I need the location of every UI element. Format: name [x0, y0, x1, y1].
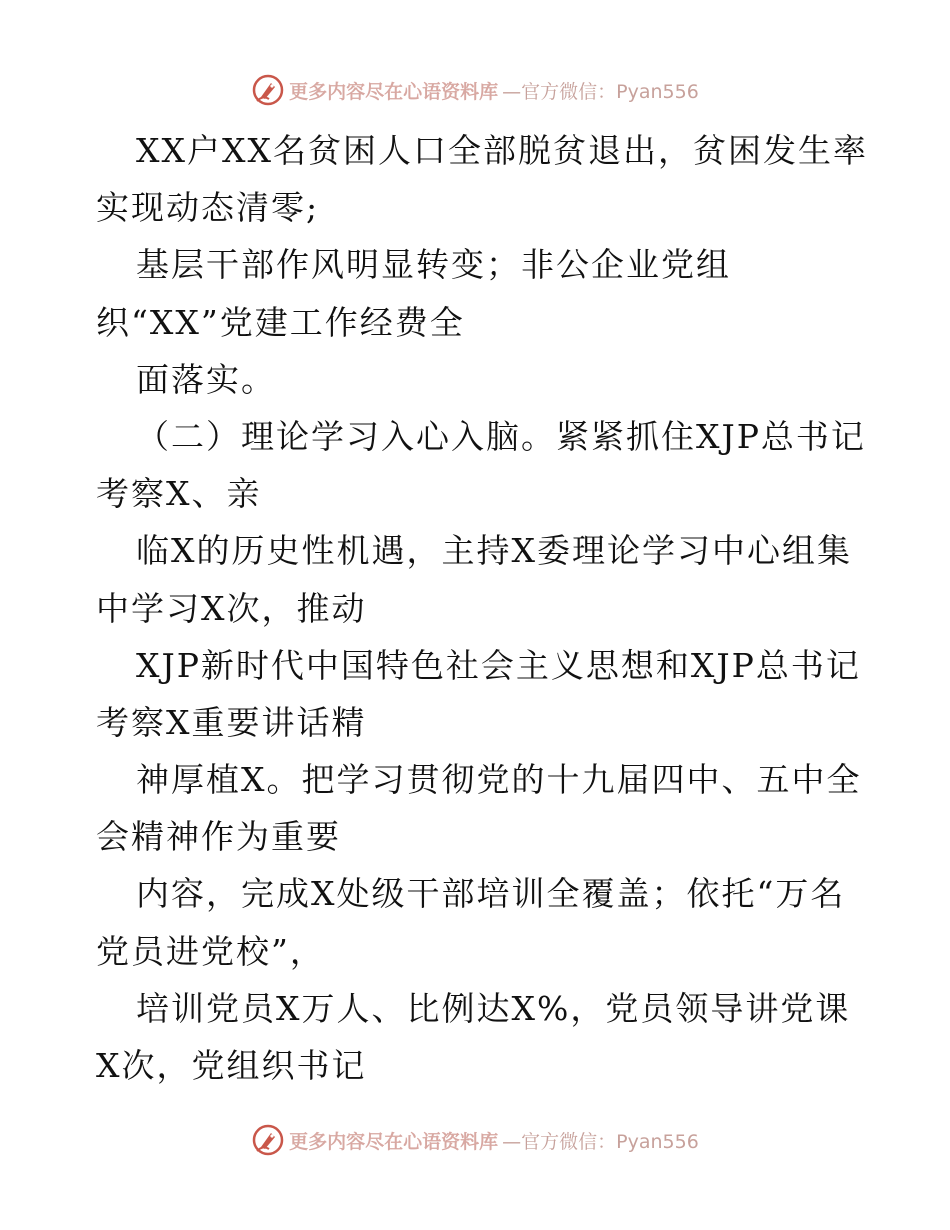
banner-wechat: —官方微信：Pyan556 [502, 1130, 699, 1153]
document-body [96, 122, 868, 1094]
header-banner [0, 70, 950, 110]
text-line: XX户XX名贫困人口全部脱贫退出，贫困发生率 [136, 131, 868, 170]
banner-title: 更多内容尽在心语资料库 [289, 1130, 499, 1153]
text-line: （二）理论学习入心入脑。紧紧抓住XJP总书记 [136, 416, 866, 456]
text-line: 党员进党校”， [96, 931, 325, 971]
header-banner-content [251, 73, 699, 107]
text-line: 临X的历史性机遇，主持X委理论学习中心组集 [136, 531, 852, 571]
text-line: 面落实。 [136, 359, 276, 399]
pen-nib-circle-icon [251, 73, 285, 107]
text-line: 神厚植X。把学习贯彻党的十九届四中、五中全 [136, 760, 862, 800]
text-line: 考察X重要讲话精 [96, 702, 367, 742]
text-line: 培训党员X万人、比例达X%，党员领导讲党课 [136, 988, 851, 1028]
text-line: 中学习X次，推动 [96, 588, 367, 628]
text-line: 考察X、亲 [96, 474, 262, 514]
text-line: 织“XX”党建工作经费全 [96, 302, 465, 342]
text-line: 基层干部作风明显转变；非公企业党组 [136, 245, 731, 285]
text-line: 内容，完成X处级干部培训全覆盖；依托“万名 [136, 874, 846, 914]
footer-banner-content [251, 1123, 699, 1157]
text-line: X次，党组织书记 [96, 1046, 367, 1085]
text-line: 实现动态清零; [96, 188, 320, 228]
text-line: XJP新时代中国特色社会主义思想和XJP总书记 [136, 645, 861, 685]
banner-title: 更多内容尽在心语资料库 [289, 80, 499, 103]
pen-nib-circle-icon [251, 1123, 285, 1157]
footer-banner [0, 1120, 950, 1160]
text-line: 会精神作为重要 [96, 817, 341, 857]
banner-wechat: —官方微信：Pyan556 [502, 80, 699, 103]
